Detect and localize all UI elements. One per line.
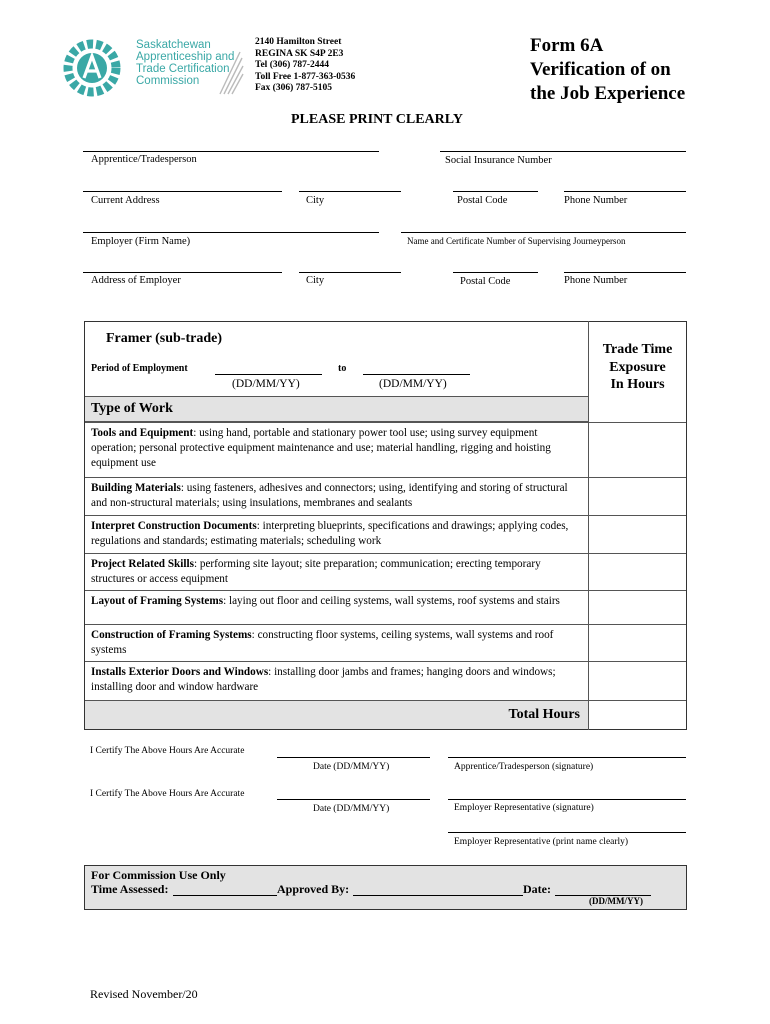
- org-name-line2: Apprenticeship and: [136, 51, 235, 63]
- work-item-hours-field[interactable]: [589, 554, 685, 590]
- revision-footer: Revised November/20: [90, 987, 198, 1001]
- phone1-label: Phone Number: [564, 195, 628, 206]
- commission-date-format: (DD/MM/YY): [589, 896, 643, 906]
- phone1-field[interactable]: [564, 191, 686, 192]
- address-city: REGINA SK S4P 2E3: [255, 48, 344, 59]
- employer-address-label: Address of Employer: [91, 275, 181, 286]
- work-item-description: : using hand, portable and stationary power tool use; using survey equipment operation; personal protective equipment maintenance and use; material handling, rigging and hoisting equipment use: [91, 427, 551, 469]
- employer-field[interactable]: [83, 232, 379, 233]
- form-title: [530, 34, 685, 106]
- work-item-hours-field[interactable]: [589, 478, 685, 515]
- current-address-field[interactable]: [83, 191, 282, 192]
- city1-label: City: [306, 195, 325, 206]
- city2-label: City: [306, 275, 325, 286]
- work-item-text: [91, 665, 581, 695]
- commission-date-label: Date:: [523, 882, 551, 896]
- total-hours-field[interactable]: [589, 700, 686, 729]
- work-item-text: [91, 426, 581, 471]
- address-tollfree: Toll Free 1-877-363-0536: [255, 71, 356, 82]
- sin-label: Social Insurance Number: [445, 155, 552, 166]
- work-item-description: : interpreting blueprints, specifications and drawings; applying codes, regulations and standards; estimating materials; scheduling work: [91, 520, 569, 547]
- work-item-title: Construction of Framing Systems: [91, 629, 252, 641]
- org-name-line3: Trade Certification: [136, 63, 230, 75]
- org-name-line1: Saskatchewan: [136, 39, 211, 51]
- work-item-text: [91, 481, 581, 511]
- employer-signature-label: Employer Representative (signature): [454, 803, 594, 813]
- postal1-field[interactable]: [453, 191, 538, 192]
- postal2-field[interactable]: [453, 272, 538, 273]
- certify-statement-1: I Certify The Above Hours Are Accurate: [90, 746, 245, 756]
- apprentice-label: Apprentice/Tradesperson: [91, 154, 197, 165]
- work-item-hours-field[interactable]: [589, 591, 685, 624]
- work-item-hours-field[interactable]: [589, 423, 685, 477]
- work-item-description: : constructing floor systems, ceiling systems, wall systems and roof systems: [91, 629, 554, 656]
- work-item-text: [91, 519, 581, 549]
- certify-date2-field[interactable]: [277, 799, 430, 800]
- apprentice-signature-field[interactable]: [448, 757, 686, 758]
- apprentice-signature-label: Apprentice/Tradesperson (signature): [454, 762, 594, 772]
- period-start-format: (DD/MM/YY): [232, 378, 300, 390]
- postal2-label: Postal Code: [460, 276, 511, 287]
- journeyperson-field[interactable]: [401, 232, 686, 233]
- work-item-row: [85, 553, 686, 590]
- work-item-description: : performing site layout; site preparation; communication; erecting temporary structures or access equipment: [91, 558, 541, 585]
- work-item-row: [85, 477, 686, 515]
- approved-by-field[interactable]: [353, 895, 523, 896]
- phone2-label: Phone Number: [564, 275, 628, 286]
- employer-signature-field[interactable]: [448, 799, 686, 800]
- work-item-text: [91, 557, 581, 587]
- work-item-title: Building Materials: [91, 482, 181, 494]
- address-fax: Fax (306) 787-5105: [255, 83, 333, 94]
- certify-statement-2: I Certify The Above Hours Are Accurate: [90, 789, 245, 799]
- phone2-field[interactable]: [564, 272, 686, 273]
- employer-address-field[interactable]: [83, 272, 282, 273]
- certify-date1-label: Date (DD/MM/YY): [313, 762, 390, 772]
- work-item-description: : laying out floor and ceiling systems, wall systems, roof systems and stairs: [223, 595, 560, 607]
- work-item-title: Tools and Equipment: [91, 427, 194, 439]
- city1-field[interactable]: [299, 191, 401, 192]
- period-to-label: to: [338, 363, 347, 374]
- address-street: 2140 Hamilton Street: [255, 37, 342, 47]
- form-title-line3: the Job Experience: [530, 83, 686, 104]
- apprentice-field[interactable]: [83, 151, 379, 152]
- period-start-field[interactable]: [215, 374, 322, 375]
- time-assessed-field[interactable]: [173, 895, 277, 896]
- work-item-row: [85, 661, 686, 700]
- work-item-title: Project Related Skills: [91, 558, 194, 570]
- total-hours-row: [85, 700, 588, 729]
- wheat-icon: [218, 48, 244, 96]
- sin-field[interactable]: [440, 151, 686, 152]
- work-item-row: [85, 624, 686, 661]
- work-item-text: [91, 628, 581, 658]
- work-item-hours-field[interactable]: [589, 625, 685, 661]
- work-item-hours-field[interactable]: [589, 662, 685, 700]
- work-item-row: [85, 515, 686, 553]
- commission-use-box: [84, 865, 687, 910]
- org-name-line4: Commission: [136, 75, 200, 87]
- trade-time-line2: Exposure: [609, 359, 666, 375]
- work-item-row: [85, 422, 686, 477]
- period-label: Period of Employment: [91, 363, 188, 374]
- contact-address: [255, 37, 355, 95]
- print-clearly-heading: PLEASE PRINT CLEARLY: [291, 112, 463, 127]
- address-tel: Tel (306) 787-2444: [255, 60, 330, 71]
- period-end-field[interactable]: [363, 374, 470, 375]
- time-assessed-label: Time Assessed:: [91, 882, 169, 896]
- logo-a-icon: [56, 36, 136, 102]
- work-item-description: : using fasteners, adhesives and connectors; using, identifying and storing of structural and non-structural materials; using insulations, membranes and sealants: [91, 482, 568, 509]
- commission-heading: For Commission Use Only: [91, 868, 226, 882]
- work-item-row: [85, 590, 686, 624]
- current-address-label: Current Address: [91, 195, 160, 206]
- employer-print-name-field[interactable]: [448, 832, 686, 833]
- form-title-line1: Form 6A: [530, 35, 604, 56]
- city2-field[interactable]: [299, 272, 401, 273]
- total-hours-label: Total Hours: [508, 707, 580, 722]
- trade-time-line1: Trade Time: [602, 342, 673, 357]
- journeyperson-label: Name and Certificate Number of Supervising Journeyperson: [407, 236, 626, 246]
- approved-by-label: Approved By:: [277, 882, 350, 896]
- trade-time-line3: In Hours: [610, 377, 665, 392]
- certify-date1-field[interactable]: [277, 757, 430, 758]
- work-item-hours-field[interactable]: [589, 516, 685, 553]
- trade-time-header: [588, 341, 687, 394]
- postal1-label: Postal Code: [457, 195, 508, 206]
- work-item-description: : installing door jambs and frames; hanging doors and windows; installing door and window hardware: [91, 666, 556, 693]
- employer-label: Employer (Firm Name): [91, 236, 191, 247]
- period-end-format: (DD/MM/YY): [379, 378, 447, 390]
- work-item-title: Installs Exterior Doors and Windows: [91, 666, 269, 678]
- form-title-line2: Verification of on: [530, 59, 671, 80]
- type-of-work-header: [85, 396, 588, 422]
- trade-title: Framer (sub-trade): [106, 331, 222, 346]
- work-item-title: Layout of Framing Systems: [91, 595, 224, 607]
- work-item-title: Interpret Construction Documents: [91, 520, 257, 532]
- certify-date2-label: Date (DD/MM/YY): [313, 804, 390, 814]
- type-of-work-label: Type of Work: [91, 401, 173, 416]
- employer-print-name-label: Employer Representative (print name clearly): [454, 837, 629, 847]
- commission-logo: [56, 36, 256, 102]
- work-item-text: [91, 594, 581, 609]
